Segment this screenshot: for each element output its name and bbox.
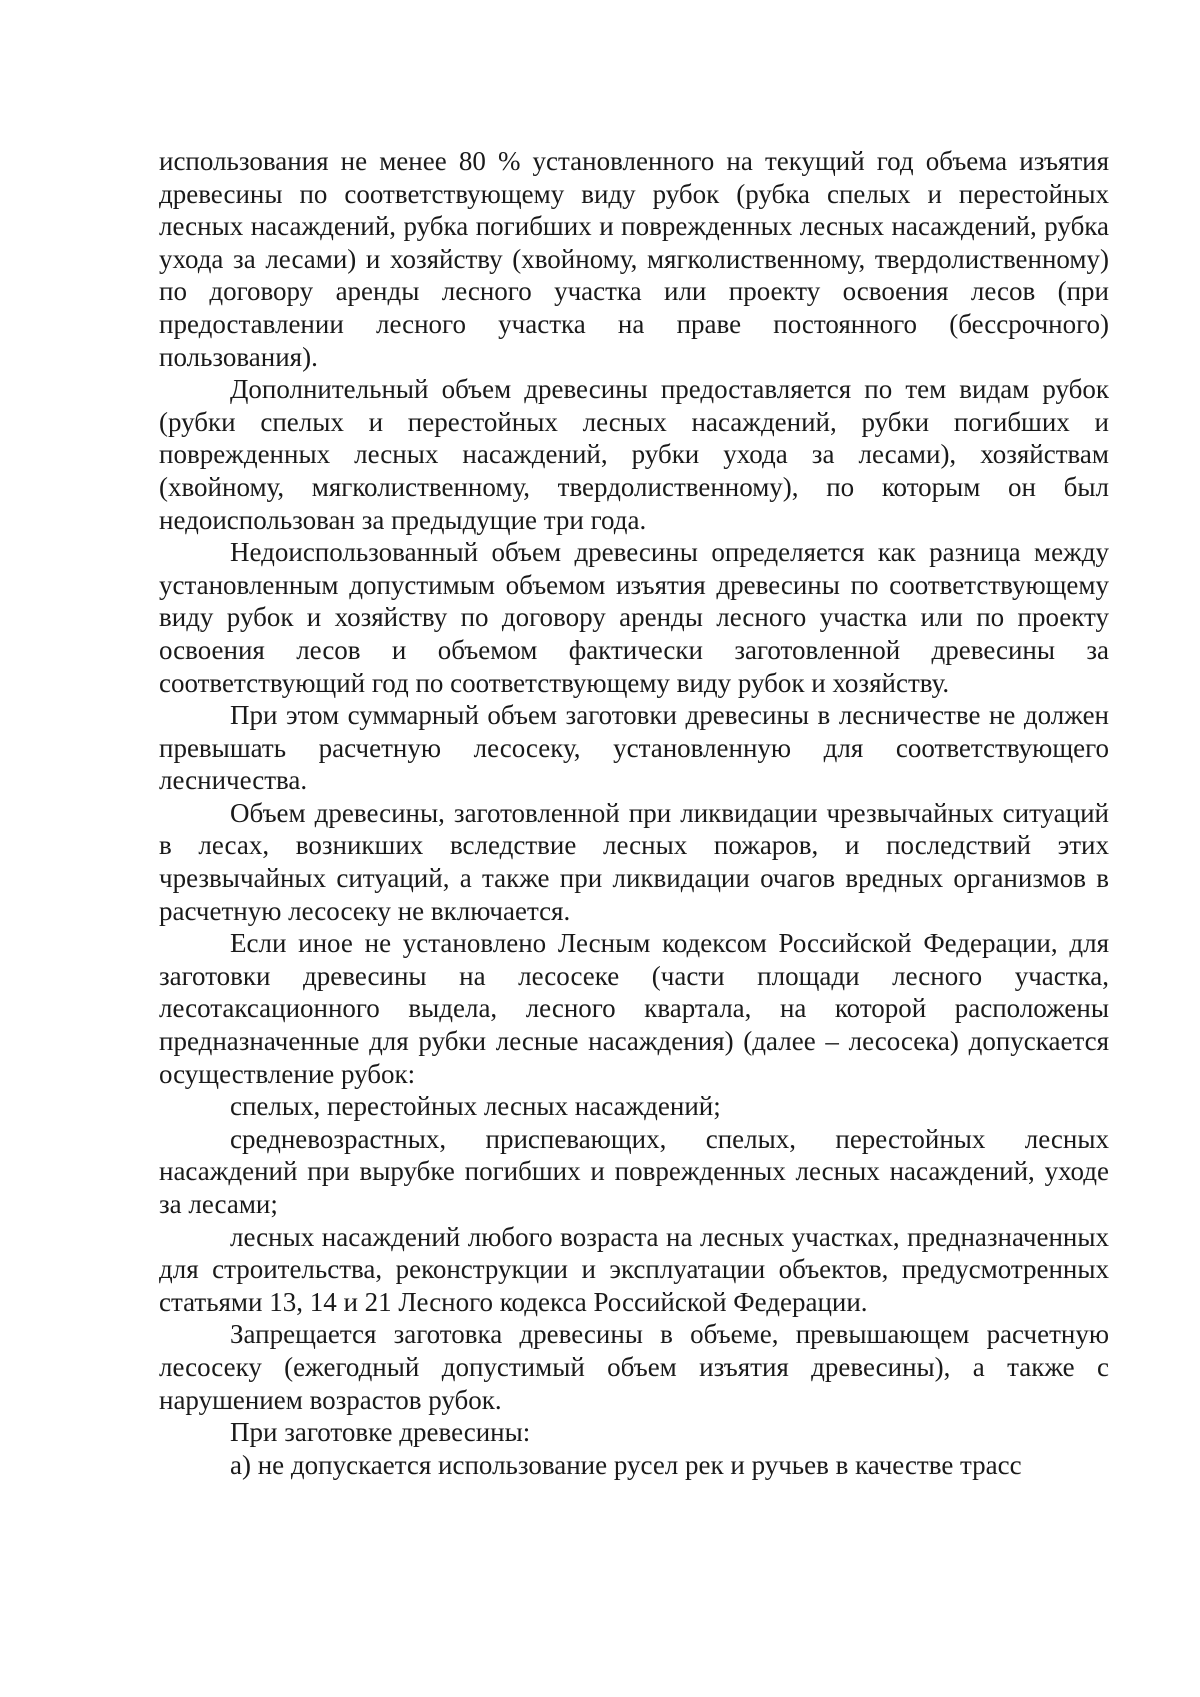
paragraph-1: использования не менее 80 % установленного на текущий год объема изъятия древесины по соответствующему виду рубок (рубка спелых и перестойных лесных насаждений, рубка погибших и поврежденных лесных насаждений, рубка ухода за лесами) и хозяйству (хвойному, мягколиственному, твердолиственному) по договору аренды лесного участка или проекту освоения лесов (при предоставлении лесного участка на праве постоянного (бессрочного) пользования). [159,146,1109,372]
paragraph-8: При заготовке древесины: [230,1417,531,1448]
paragraph-3: Недоиспользованный объем древесины определяется как разница между установленным допустимым объемом изъятия древесины по соответствующему виду рубок и хозяйству по договору аренды лесного участка или по проекту освоения лесов и объемом фактически заготовленной древесины за соответствующий год по соответствующему виду рубок и хозяйству. [159,537,1109,698]
list-item-1: спелых, перестойных лесных насаждений; [230,1091,721,1122]
paragraph-2: Дополнительный объем древесины предоставляется по тем видам рубок (рубки спелых и перестойных лесных насаждений, рубки погибших и поврежденных лесных насаждений, рубки ухода за лесами), хозяйствам (хвойному, мягколиственному, твердолиственному), по которым он был недоиспользован за предыдущие три года. [159,374,1109,535]
paragraph-4: При этом суммарный объем заготовки древесины в лесничестве не должен превышать расчетную лесосеку, установленную для соответствующего лесничества. [159,700,1109,796]
paragraph-9: а) не допускается использование русел рек и ручьев в качестве трасс [230,1449,1022,1480]
list-item-2: средневозрастных, приспевающих, спелых, перестойных лесных насаждений при вырубке погибших и поврежденных лесных насаждений, уходе за лесами; [159,1123,1109,1219]
document-page [159,145,1109,1481]
list-item-3: лесных насаждений любого возраста на лесных участках, предназначенных для строительства, реконструкции и эксплуатации объектов, предусмотренных статьями 13, 14 и 21 Лесного кодекса Российской Федерации. [159,1221,1109,1317]
paragraph-7: Запрещается заготовка древесины в объеме, превышающем расчетную лесосеку (ежегодный допустимый объем изъятия древесины), а также с нарушением возрастов рубок. [159,1319,1109,1415]
paragraph-5: Объем древесины, заготовленной при ликвидации чрезвычайных ситуаций в лесах, возникших вследствие лесных пожаров, и последствий этих чрезвычайных ситуаций, а также при ликвидации очагов вредных организмов в расчетную лесосеку не включается. [159,797,1109,926]
paragraph-6: Если иное не установлено Лесным кодексом Российской Федерации, для заготовки древесины на лесосеке (части площади лесного участка, лесотаксационного выдела, лесного квартала, на которой расположены предназначенные для рубки лесные насаждения) (далее – лесосека) допускается осуществление рубок: [159,928,1109,1089]
